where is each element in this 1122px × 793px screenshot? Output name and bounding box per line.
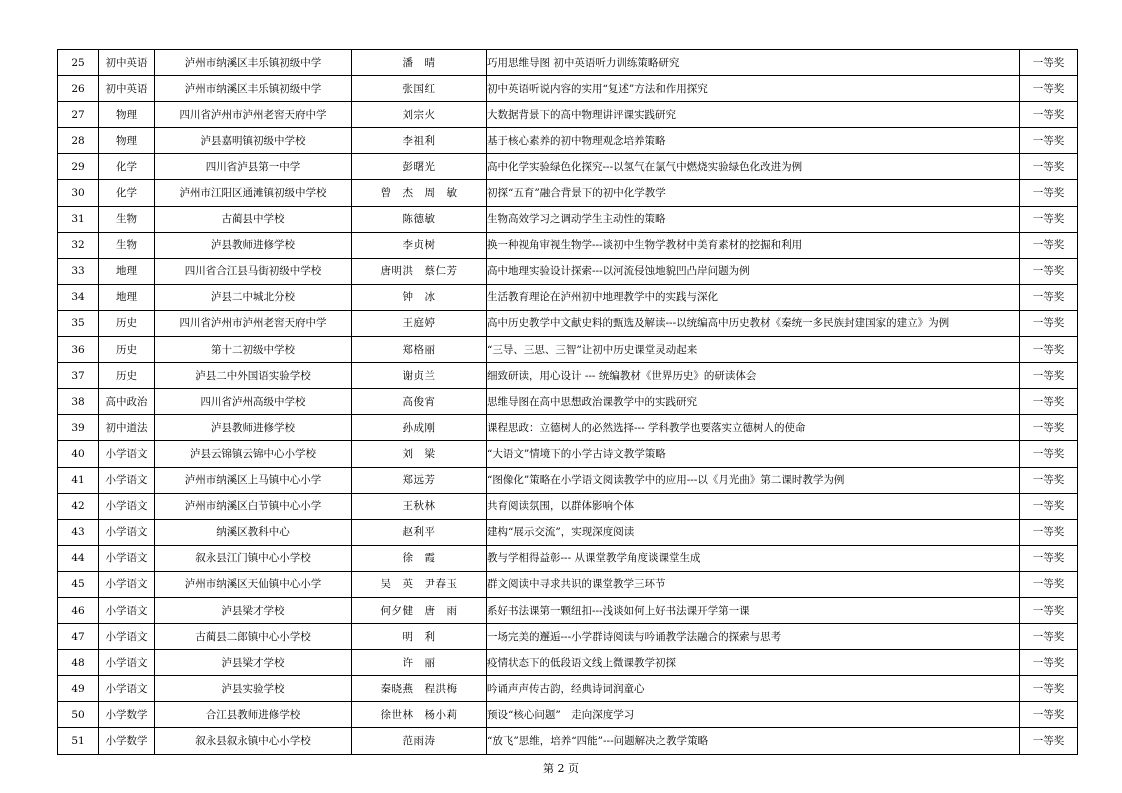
table-row: [58, 102, 1078, 128]
table-row: [58, 597, 1078, 623]
paper-title-cell: 群文阅读中寻求共识的课堂教学三环节: [487, 571, 1020, 597]
subject-cell: 历史: [99, 310, 155, 336]
table-row: [58, 154, 1078, 180]
paper-title-cell: 吟诵声声传古韵，经典诗词润童心: [487, 676, 1020, 702]
row-number-cell: 49: [58, 676, 99, 702]
row-number-cell: 51: [58, 728, 99, 754]
row-number-cell: 47: [58, 624, 99, 650]
award-level-cell: 一等奖: [1020, 389, 1078, 415]
school-cell: 泸县教师进修学校: [155, 415, 352, 441]
award-level-cell: 一等奖: [1020, 258, 1078, 284]
table-row: [58, 310, 1078, 336]
paper-title-cell: 大数据背景下的高中物理讲评课实践研究: [487, 102, 1020, 128]
subject-cell: 初中英语: [99, 76, 155, 102]
author-cell: 秦晓燕 程洪梅: [352, 676, 487, 702]
paper-title-cell: 高中地理实验设计探索---以河流侵蚀地貌凹凸岸问题为例: [487, 258, 1020, 284]
subject-cell: 小学数学: [99, 728, 155, 754]
award-level-cell: 一等奖: [1020, 702, 1078, 728]
school-cell: 叙永县江门镇中心小学校: [155, 545, 352, 571]
paper-title-cell: 巧用思维导图 初中英语听力训练策略研究: [487, 50, 1020, 76]
award-level-cell: 一等奖: [1020, 676, 1078, 702]
row-number-cell: 41: [58, 467, 99, 493]
award-table: [57, 49, 1078, 755]
row-number-cell: 42: [58, 493, 99, 519]
paper-title-cell: “图像化”策略在小学语文阅读教学中的应用---以《月光曲》第二课时教学为例: [487, 467, 1020, 493]
page-number-footer: 第 2 页: [543, 762, 579, 775]
table-row: [58, 571, 1078, 597]
school-cell: 泸州市纳溪区天仙镇中心小学: [155, 571, 352, 597]
table-row: [58, 676, 1078, 702]
school-cell: 四川省泸县第一中学: [155, 154, 352, 180]
award-level-cell: 一等奖: [1020, 493, 1078, 519]
subject-cell: 历史: [99, 363, 155, 389]
row-number-cell: 45: [58, 571, 99, 597]
paper-title-cell: 思维导图在高中思想政治课教学中的实践研究: [487, 389, 1020, 415]
school-cell: 古蔺县二郎镇中心小学校: [155, 624, 352, 650]
award-level-cell: 一等奖: [1020, 571, 1078, 597]
subject-cell: 生物: [99, 232, 155, 258]
author-cell: 曾 杰 周 敏: [352, 180, 487, 206]
award-level-cell: 一等奖: [1020, 76, 1078, 102]
author-cell: 张国红: [352, 76, 487, 102]
school-cell: 泸县梁才学校: [155, 650, 352, 676]
award-level-cell: 一等奖: [1020, 545, 1078, 571]
author-cell: 高俊宵: [352, 389, 487, 415]
table-row: [58, 180, 1078, 206]
table-row: [58, 389, 1078, 415]
table-row: [58, 363, 1078, 389]
school-cell: 泸州市纳溪区丰乐镇初级中学: [155, 50, 352, 76]
subject-cell: 小学语文: [99, 571, 155, 597]
table-row: [58, 284, 1078, 310]
row-number-cell: 46: [58, 597, 99, 623]
table-row: [58, 415, 1078, 441]
award-level-cell: 一等奖: [1020, 206, 1078, 232]
row-number-cell: 33: [58, 258, 99, 284]
row-number-cell: 29: [58, 154, 99, 180]
paper-title-cell: 疫情状态下的低段语文线上微课教学初探: [487, 650, 1020, 676]
author-cell: 何夕健 唐 雨: [352, 597, 487, 623]
author-cell: 李祖利: [352, 128, 487, 154]
award-level-cell: 一等奖: [1020, 232, 1078, 258]
table-row: [58, 441, 1078, 467]
paper-title-cell: “大语文”情境下的小学古诗文教学策略: [487, 441, 1020, 467]
table-row: [58, 519, 1078, 545]
author-cell: 彭曙光: [352, 154, 487, 180]
school-cell: 四川省泸州市泸州老窖天府中学: [155, 310, 352, 336]
row-number-cell: 25: [58, 50, 99, 76]
subject-cell: 小学语文: [99, 493, 155, 519]
table-row: [58, 50, 1078, 76]
author-cell: 范雨涛: [352, 728, 487, 754]
award-table-body: [58, 50, 1078, 755]
school-cell: 泸县二中外国语实验学校: [155, 363, 352, 389]
author-cell: 刘 梁: [352, 441, 487, 467]
school-cell: 泸州市纳溪区丰乐镇初级中学: [155, 76, 352, 102]
author-cell: 郑格丽: [352, 337, 487, 363]
row-number-cell: 34: [58, 284, 99, 310]
table-row: [58, 232, 1078, 258]
table-row: [58, 128, 1078, 154]
row-number-cell: 44: [58, 545, 99, 571]
school-cell: 第十二初级中学校: [155, 337, 352, 363]
table-row: [58, 624, 1078, 650]
subject-cell: 小学语文: [99, 519, 155, 545]
row-number-cell: 50: [58, 702, 99, 728]
table-row: [58, 650, 1078, 676]
paper-title-cell: 初中英语听说内容的实用“复述”方法和作用探究: [487, 76, 1020, 102]
paper-title-cell: 建构“展示交流”，实现深度阅读: [487, 519, 1020, 545]
subject-cell: 小学语文: [99, 650, 155, 676]
school-cell: 泸县二中城北分校: [155, 284, 352, 310]
school-cell: 泸州市江阳区通滩镇初级中学校: [155, 180, 352, 206]
award-level-cell: 一等奖: [1020, 519, 1078, 545]
school-cell: 四川省泸州市泸州老窖天府中学: [155, 102, 352, 128]
paper-title-cell: “三导、三思、三智”让初中历史课堂灵动起来: [487, 337, 1020, 363]
paper-title-cell: 系好书法课第一颗纽扣---浅谈如何上好书法课开学第一课: [487, 597, 1020, 623]
row-number-cell: 48: [58, 650, 99, 676]
subject-cell: 小学语文: [99, 545, 155, 571]
subject-cell: 初中英语: [99, 50, 155, 76]
row-number-cell: 36: [58, 337, 99, 363]
table-row: [58, 702, 1078, 728]
row-number-cell: 40: [58, 441, 99, 467]
author-cell: 刘宗火: [352, 102, 487, 128]
author-cell: 钟 冰: [352, 284, 487, 310]
table-row: [58, 728, 1078, 754]
award-level-cell: 一等奖: [1020, 284, 1078, 310]
award-level-cell: 一等奖: [1020, 310, 1078, 336]
row-number-cell: 43: [58, 519, 99, 545]
table-row: [58, 545, 1078, 571]
row-number-cell: 31: [58, 206, 99, 232]
paper-title-cell: 共育阅读氛围，以群体影响个体: [487, 493, 1020, 519]
table-row: [58, 76, 1078, 102]
school-cell: 泸县实验学校: [155, 676, 352, 702]
paper-title-cell: 生活教育理论在泸州初中地理教学中的实践与深化: [487, 284, 1020, 310]
award-level-cell: 一等奖: [1020, 50, 1078, 76]
school-cell: 泸县梁才学校: [155, 597, 352, 623]
subject-cell: 小学语文: [99, 441, 155, 467]
author-cell: 徐世林 杨小莉: [352, 702, 487, 728]
subject-cell: 小学语文: [99, 676, 155, 702]
subject-cell: 地理: [99, 284, 155, 310]
author-cell: 王庭婷: [352, 310, 487, 336]
subject-cell: 初中道法: [99, 415, 155, 441]
table-row: [58, 206, 1078, 232]
paper-title-cell: 预设“核心问题” 走向深度学习: [487, 702, 1020, 728]
author-cell: 孙成刚: [352, 415, 487, 441]
subject-cell: 物理: [99, 128, 155, 154]
award-level-cell: 一等奖: [1020, 597, 1078, 623]
award-level-cell: 一等奖: [1020, 650, 1078, 676]
author-cell: 赵利平: [352, 519, 487, 545]
award-level-cell: 一等奖: [1020, 728, 1078, 754]
table-row: [58, 337, 1078, 363]
row-number-cell: 38: [58, 389, 99, 415]
award-level-cell: 一等奖: [1020, 154, 1078, 180]
school-cell: 泸州市纳溪区上马镇中心小学: [155, 467, 352, 493]
school-cell: 泸县教师进修学校: [155, 232, 352, 258]
school-cell: 纳溪区教科中心: [155, 519, 352, 545]
subject-cell: 小学语文: [99, 467, 155, 493]
author-cell: 王秋林: [352, 493, 487, 519]
school-cell: 古蔺县中学校: [155, 206, 352, 232]
paper-title-cell: 基于核心素养的初中物理观念培养策略: [487, 128, 1020, 154]
award-level-cell: 一等奖: [1020, 415, 1078, 441]
subject-cell: 高中政治: [99, 389, 155, 415]
award-level-cell: 一等奖: [1020, 337, 1078, 363]
author-cell: 徐 霞: [352, 545, 487, 571]
paper-title-cell: 生物高效学习之调动学生主动性的策略: [487, 206, 1020, 232]
school-cell: 叙永县叙永镇中心小学校: [155, 728, 352, 754]
row-number-cell: 37: [58, 363, 99, 389]
row-number-cell: 32: [58, 232, 99, 258]
subject-cell: 地理: [99, 258, 155, 284]
row-number-cell: 26: [58, 76, 99, 102]
table-row: [58, 467, 1078, 493]
row-number-cell: 39: [58, 415, 99, 441]
award-list-sheet: [57, 49, 1077, 755]
paper-title-cell: 课程思政：立德树人的必然选择--- 学科教学也要落实立德树人的使命: [487, 415, 1020, 441]
award-level-cell: 一等奖: [1020, 180, 1078, 206]
subject-cell: 小学语文: [99, 597, 155, 623]
author-cell: 潘 晴: [352, 50, 487, 76]
school-cell: 四川省泸州高级中学校: [155, 389, 352, 415]
paper-title-cell: 细致研读，用心设计 --- 统编教材《世界历史》的研读体会: [487, 363, 1020, 389]
author-cell: 明 利: [352, 624, 487, 650]
table-row: [58, 258, 1078, 284]
row-number-cell: 30: [58, 180, 99, 206]
school-cell: 泸县嘉明镇初级中学校: [155, 128, 352, 154]
subject-cell: 化学: [99, 180, 155, 206]
school-cell: 泸县云锦镇云锦中心小学校: [155, 441, 352, 467]
subject-cell: 生物: [99, 206, 155, 232]
subject-cell: 化学: [99, 154, 155, 180]
author-cell: 陈德敏: [352, 206, 487, 232]
paper-title-cell: 换一种视角审视生物学---谈初中生物学教材中美育素材的挖掘和利用: [487, 232, 1020, 258]
school-cell: 四川省合江县马街初级中学校: [155, 258, 352, 284]
author-cell: 郑远芳: [352, 467, 487, 493]
subject-cell: 小学数学: [99, 702, 155, 728]
paper-title-cell: 教与学相得益彰--- 从课堂教学角度谈课堂生成: [487, 545, 1020, 571]
award-level-cell: 一等奖: [1020, 363, 1078, 389]
award-level-cell: 一等奖: [1020, 441, 1078, 467]
author-cell: 吴 英 尹春玉: [352, 571, 487, 597]
subject-cell: 物理: [99, 102, 155, 128]
paper-title-cell: 高中化学实验绿色化探究---以氢气在氯气中燃烧实验绿色化改进为例: [487, 154, 1020, 180]
author-cell: 李贞树: [352, 232, 487, 258]
award-level-cell: 一等奖: [1020, 102, 1078, 128]
paper-title-cell: 一场完美的邂逅---小学群诗阅读与吟诵教学法融合的探索与思考: [487, 624, 1020, 650]
award-level-cell: 一等奖: [1020, 467, 1078, 493]
author-cell: 谢贞兰: [352, 363, 487, 389]
award-level-cell: 一等奖: [1020, 128, 1078, 154]
paper-title-cell: 高中历史教学中文献史料的甄选及解读---以统编高中历史教材《秦统一多民族封建国家的建立》为例: [487, 310, 1020, 336]
row-number-cell: 27: [58, 102, 99, 128]
row-number-cell: 35: [58, 310, 99, 336]
school-cell: 合江县教师进修学校: [155, 702, 352, 728]
subject-cell: 小学语文: [99, 624, 155, 650]
table-row: [58, 493, 1078, 519]
row-number-cell: 28: [58, 128, 99, 154]
school-cell: 泸州市纳溪区白节镇中心小学: [155, 493, 352, 519]
paper-title-cell: “放飞”思维，培养“四能”---问题解决之教学策略: [487, 728, 1020, 754]
subject-cell: 历史: [99, 337, 155, 363]
author-cell: 许 丽: [352, 650, 487, 676]
award-level-cell: 一等奖: [1020, 624, 1078, 650]
author-cell: 唐明洪 蔡仁芳: [352, 258, 487, 284]
paper-title-cell: 初探“五育”融合背景下的初中化学教学: [487, 180, 1020, 206]
